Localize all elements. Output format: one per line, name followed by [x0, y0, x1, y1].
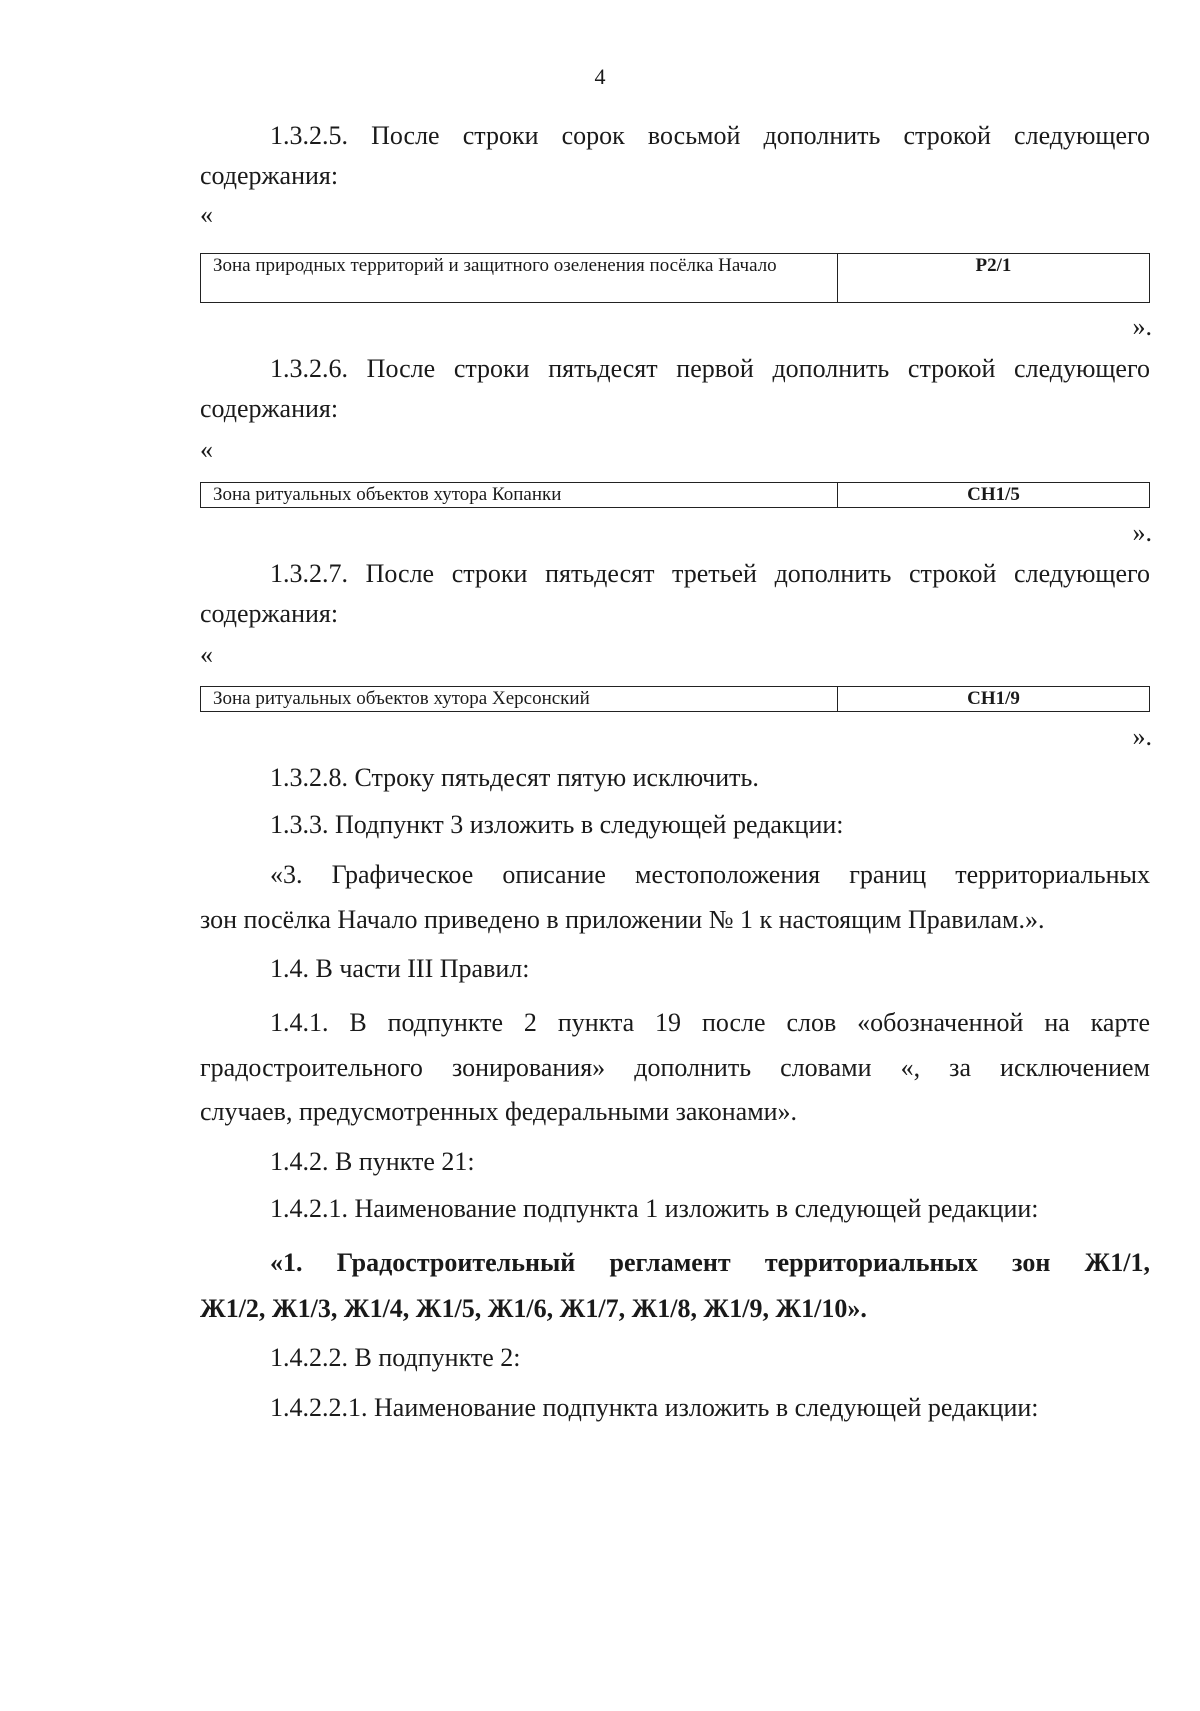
paragraph-1327-line1: 1.3.2.7. После строки пятьдесят третьей дополнить строкой следующего: [270, 559, 1150, 588]
paragraph-1326-line1: 1.3.2.6. После строки пятьдесят первой дополнить строкой следующего: [270, 354, 1150, 383]
paragraph-133: 1.3.3. Подпункт 3 изложить в следующей редакции:: [270, 810, 844, 839]
close-quote-3: ».: [1132, 722, 1152, 751]
paragraph-142: 1.4.2. В пункте 21:: [270, 1147, 475, 1176]
paragraph-bold-regulation-line2: Ж1/2, Ж1/3, Ж1/4, Ж1/5, Ж1/6, Ж1/7, Ж1/8, Ж1/9, Ж1/10».: [200, 1294, 867, 1323]
zone-code-cell: СН1/5: [838, 483, 1150, 508]
paragraph-1422: 1.4.2.2. В подпункте 2:: [270, 1343, 521, 1372]
zone-table-1: [200, 253, 1150, 303]
paragraph-1325-line2: содержания:: [200, 161, 339, 190]
table-row: [201, 483, 1150, 508]
zone-name-cell: Зона ритуальных объектов хутора Херсонский: [201, 687, 838, 712]
close-quote-2: ».: [1132, 518, 1152, 547]
paragraph-1326-line2: содержания:: [200, 394, 339, 423]
zone-table-2: [200, 482, 1150, 508]
zone-name-cell: Зона ритуальных объектов хутора Копанки: [201, 483, 838, 508]
paragraph-14221: 1.4.2.2.1. Наименование подпункта изложить в следующей редакции:: [270, 1393, 1039, 1422]
zone-table-3: [200, 686, 1150, 712]
paragraph-141-line2: градостроительного зонирования» дополнить словами «, за исключением: [200, 1053, 1150, 1082]
zone-code-cell: Р2/1: [838, 254, 1150, 303]
table-row: [201, 254, 1150, 303]
close-quote-1: ».: [1132, 312, 1152, 341]
open-quote-3: «: [200, 640, 213, 669]
paragraph-1328: 1.3.2.8. Строку пятьдесят пятую исключить.: [270, 763, 759, 792]
paragraph-1327-line2: содержания:: [200, 599, 339, 628]
table-row: [201, 687, 1150, 712]
paragraph-1325-line1: 1.3.2.5. После строки сорок восьмой дополнить строкой следующего: [270, 121, 1150, 150]
paragraph-quote3-line1: «3. Графическое описание местоположения границ территориальных: [270, 860, 1150, 889]
paragraph-141-line3: случаев, предусмотренных федеральными законами».: [200, 1097, 798, 1126]
zone-name-cell: Зона природных территорий и защитного озеленения посёлка Начало: [201, 254, 838, 303]
zone-code-cell: СН1/9: [838, 687, 1150, 712]
paragraph-14: 1.4. В части III Правил:: [270, 954, 530, 983]
paragraph-quote3-line2: зон посёлка Начало приведено в приложении № 1 к настоящим Правилам.».: [200, 905, 1045, 934]
open-quote-2: «: [200, 435, 213, 464]
open-quote-1: «: [200, 200, 213, 229]
page-number: 4: [594, 64, 606, 89]
paragraph-1421: 1.4.2.1. Наименование подпункта 1 изложить в следующей редакции:: [270, 1194, 1039, 1223]
paragraph-141-line1: 1.4.1. В подпункте 2 пункта 19 после слов «обозначенной на карте: [270, 1008, 1150, 1037]
paragraph-bold-regulation-line1: «1. Градостроительный регламент территориальных зон Ж1/1,: [270, 1248, 1150, 1277]
